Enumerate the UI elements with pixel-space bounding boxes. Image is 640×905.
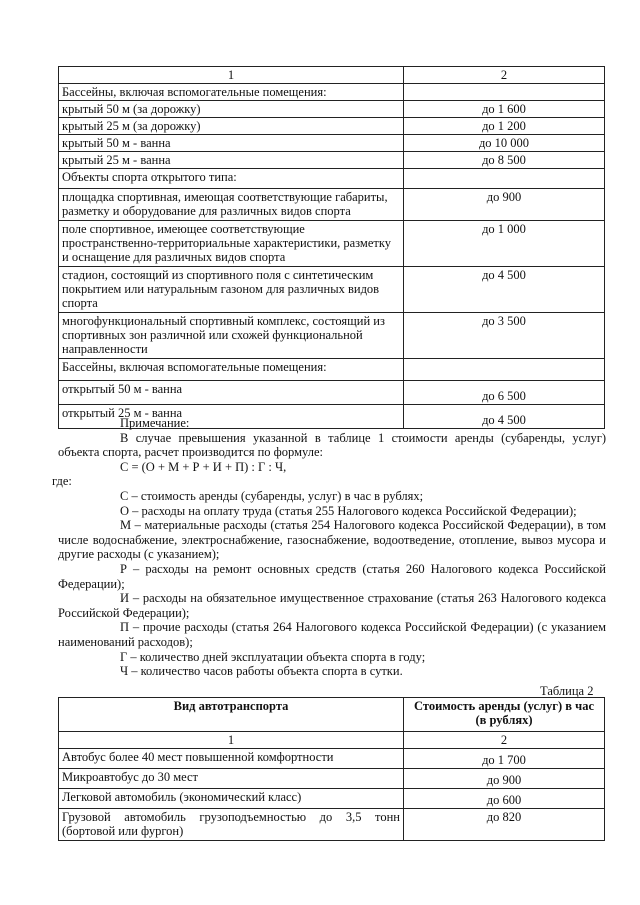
notes-where: где:	[52, 474, 72, 489]
row-price: до 4 500	[404, 267, 605, 313]
row-desc: крытый 25 м - ванна	[59, 152, 404, 169]
row-price: до 1 000	[404, 221, 605, 267]
table2-col-2: 2	[404, 732, 605, 749]
row-price: до 8 500	[404, 152, 605, 169]
notes-section	[52, 416, 606, 679]
row-price: до 3 500	[404, 313, 605, 359]
formula-definition: Ч – количество часов работы объекта спорта в сутки.	[120, 664, 403, 679]
table1-column-numbers	[59, 67, 605, 84]
row-desc: крытый 50 м - ванна	[59, 135, 404, 152]
row-price	[404, 359, 605, 381]
table-row	[59, 221, 605, 267]
notes-title: Примечание:	[120, 416, 190, 430]
row-price: до 1 600	[404, 101, 605, 118]
row-desc: площадка спортивная, имеющая соответствующие габариты, разметку и оборудование для различных видов спорта	[59, 189, 404, 221]
table-row	[59, 359, 605, 381]
table2-caption: Таблица 2	[540, 684, 594, 698]
row-desc: открытый 25 м - ванна	[59, 405, 404, 429]
table-row	[59, 789, 605, 809]
row-desc: Бассейны, включая вспомогательные помещения:	[59, 359, 404, 381]
notes-intro: В случае превышения указанной в таблице 1 стоимости аренды (субаренды, услуг) объекта спорта, расчет производится по формуле:	[58, 430, 606, 460]
row-price	[404, 84, 605, 101]
row-price: до 4 500	[404, 405, 605, 429]
table-row	[59, 313, 605, 359]
formula-definition: О – расходы на оплату труда (статья 255 Налогового кодекса Российской Федерации);	[120, 503, 577, 518]
table-row	[59, 749, 605, 769]
row-price: до 6 500	[404, 381, 605, 405]
formula-definition: Р – расходы на ремонт основных средств (статья 260 Налогового кодекса Российской Федерации);	[58, 561, 606, 591]
formula-definition: Г – количество дней эксплуатации объекта спорта в году;	[120, 649, 426, 664]
sports-facilities-table	[58, 66, 605, 429]
row-price: до 1 200	[404, 118, 605, 135]
row-desc: Легковой автомобиль (экономический класс)	[59, 789, 404, 809]
table1-col-1: 1	[59, 67, 404, 84]
table-row	[59, 101, 605, 118]
table-row	[59, 135, 605, 152]
table-row	[59, 381, 605, 405]
row-price	[404, 169, 605, 189]
row-price: до 1 700	[404, 749, 605, 769]
row-desc: Объекты спорта открытого типа:	[59, 169, 404, 189]
table-row	[59, 118, 605, 135]
row-desc: Автобус более 40 мест повышенной комфортности	[59, 749, 404, 769]
vehicle-rental-table	[58, 697, 605, 841]
row-price: до 600	[404, 789, 605, 809]
row-price: до 900	[404, 769, 605, 789]
row-desc: Грузовой автомобиль грузоподъемностью до 3,5 тонн (бортовой или фургон)	[59, 809, 404, 841]
row-desc: крытый 50 м (за дорожку)	[59, 101, 404, 118]
row-desc: открытый 50 м - ванна	[59, 381, 404, 405]
table-row	[59, 152, 605, 169]
row-desc: Бассейны, включая вспомогательные помещения:	[59, 84, 404, 101]
table-row	[59, 769, 605, 789]
table1-col-2: 2	[404, 67, 605, 84]
table-row	[59, 169, 605, 189]
table-row	[59, 809, 605, 841]
formula-definition: П – прочие расходы (статья 264 Налогового кодекса Российской Федерации) (с указанием наименований расходов);	[58, 620, 606, 649]
row-price: до 820	[404, 809, 605, 841]
formula-definition: И – расходы на обязательное имущественное страхование (статья 263 Налогового кодекса Российской Федерации);	[58, 591, 606, 620]
row-desc: многофункциональный спортивный комплекс, состоящий из спортивных зон различной или схожей функциональной направленности	[59, 313, 404, 359]
table2-column-numbers	[59, 732, 605, 749]
formula-definition: С – стоимость аренды (субаренды, услуг) в час в рублях;	[120, 488, 424, 503]
cost-formula: С = (О + М + Р + И + П) : Г : Ч,	[120, 459, 287, 474]
table2-header-price: Стоимость аренды (услуг) в час (в рублях)	[404, 698, 605, 732]
row-desc: поле спортивное, имеющее соответствующие пространственно-территориальные характеристики, разметку и оснащение для различных видов спорта	[59, 221, 404, 267]
row-price: до 10 000	[404, 135, 605, 152]
row-price: до 900	[404, 189, 605, 221]
table2-col-1: 1	[59, 732, 404, 749]
row-desc: крытый 25 м (за дорожку)	[59, 118, 404, 135]
row-desc: Микроавтобус до 30 мест	[59, 769, 404, 789]
table-row	[59, 267, 605, 313]
table2-header-vehicle: Вид автотранспорта	[59, 698, 404, 732]
table2-header-row	[59, 698, 605, 732]
table-row	[59, 84, 605, 101]
table-row	[59, 189, 605, 221]
formula-definition: М – материальные расходы (статья 254 Налогового кодекса Российской Федерации), в том числе водоснабжение, электроснабжение, газоснабжение, водоотведение, отопление, вывоз мусора и другие расходы (с указанием);	[58, 518, 606, 562]
row-desc: стадион, состоящий из спортивного поля с синтетическим покрытием или натуральным газоном для различных видов спорта	[59, 267, 404, 313]
